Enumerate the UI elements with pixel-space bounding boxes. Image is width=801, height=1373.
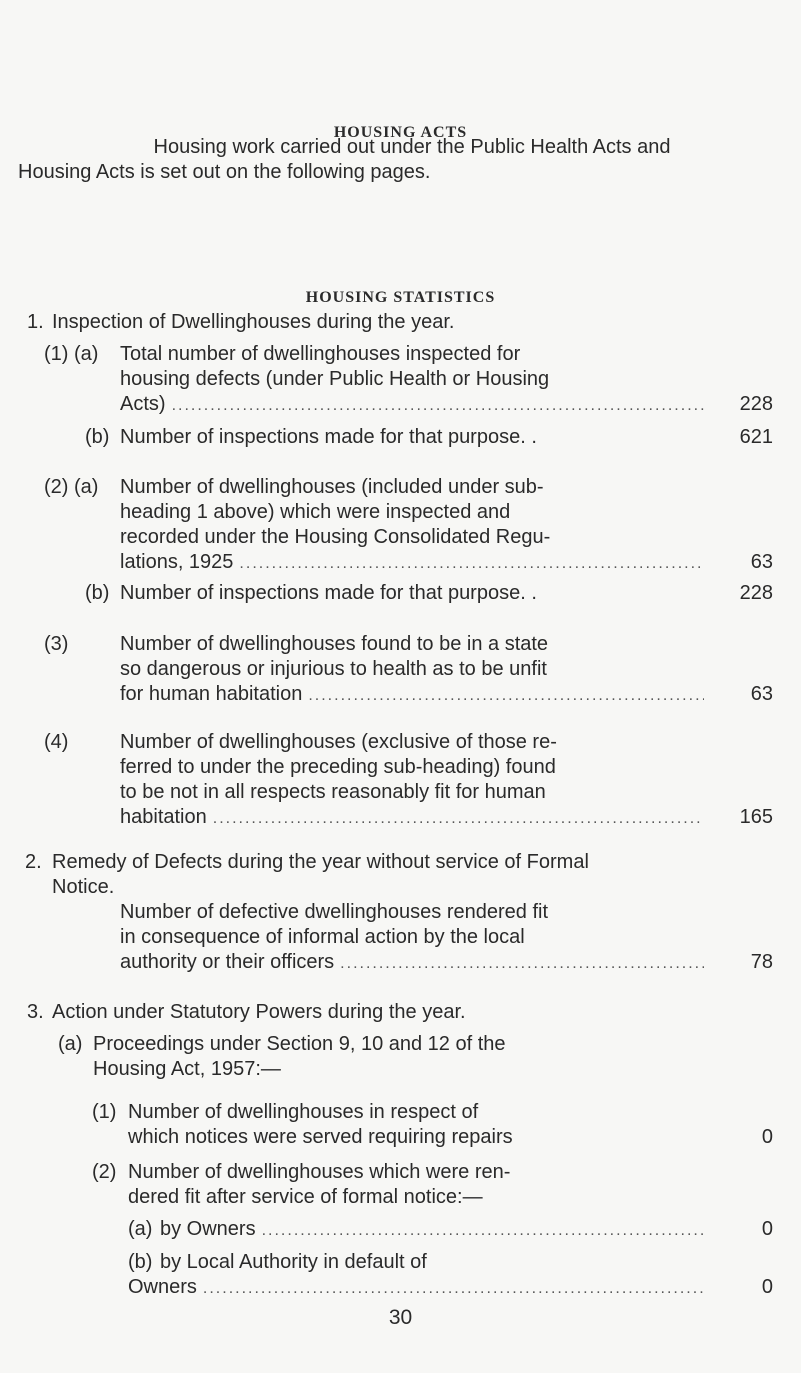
item-1-2a-leader [120,550,710,576]
page-number: 30 [388,1306,413,1329]
item-1-1a-value: 228 [739,393,773,415]
item-3a-line: Housing Act, 1957:— [93,1058,281,1080]
item-1-1b-leader [120,425,710,450]
item-3-2a-last: by Owners [160,1218,256,1240]
item-1-2b-last: Number of inspections made for that purpose. . [120,582,537,604]
item-1-3-leader [120,682,710,708]
item-1-1a-last: Acts) [120,393,166,415]
item-3a-label: (a) [58,1033,83,1055]
item-1-3-last: for human habitation [120,683,303,705]
section-1-heading: Inspection of Dwellinghouses during the year. [52,311,455,333]
item-3-1-value: 0 [761,1126,773,1148]
item-1-1a-line: Total number of dwellinghouses inspected for [120,343,521,365]
item-3-2b-label: (b) [128,1251,153,1273]
section-2-number: 2. [25,851,42,873]
item-3-2-label: (2) [92,1161,117,1183]
dot-leader [172,393,704,418]
dot-leader [262,1218,704,1243]
dot-leader [308,683,704,708]
item-1-3-line: so dangerous or injurious to health as to be unfit [120,658,547,680]
section-2-heading: Remedy of Defects during the year without service of Formal [52,851,589,873]
item-2-value: 78 [750,951,773,973]
item-3-2b-line: by Local Authority in default of [160,1251,427,1273]
stats-title: HOUSING STATISTICS [305,289,496,306]
item-1-4-label: (4) [44,731,69,753]
dot-leader [213,806,704,831]
item-1-2b-value: 228 [739,582,773,604]
item-1-2b-leader [120,581,710,606]
item-1-1b-last: Number of inspections made for that purpose. . [120,426,537,448]
item-2-leader [120,950,710,976]
item-3-2-line: Number of dwellinghouses which were ren- [128,1161,511,1183]
item-3-1-line: Number of dwellinghouses in respect of [128,1101,479,1123]
item-1-1b-label: (b) [85,426,110,448]
item-3-1-last: which notices were served requiring repairs [128,1126,513,1148]
item-1-2a-value: 63 [750,551,773,573]
item-3-2a-label: (a) [128,1218,153,1240]
item-3-1-label: (1) [92,1101,117,1123]
dot-leader [203,1276,704,1301]
item-1-4-leader [120,805,710,831]
item-1-1a-leader [120,392,710,418]
item-1-1b-value: 621 [739,426,773,448]
item-3-2b-last: Owners [128,1276,197,1298]
item-3a-line: Proceedings under Section 9, 10 and 12 of the [93,1033,506,1055]
page-title: HOUSING ACTS [333,124,468,141]
item-1-4-value: 165 [739,806,773,828]
section-1-number: 1. [27,311,44,333]
item-1-2a-line: recorded under the Housing Consolidated Regu- [120,526,551,548]
section-2-heading-cont: Notice. [52,876,115,898]
item-2-line: in consequence of informal action by the local [120,926,525,948]
item-1-2a-line: heading 1 above) which were inspected and [120,501,511,523]
item-1-2a-line: Number of dwellinghouses (included under sub- [120,476,544,498]
intro-line-2: Housing Acts is set out on the following pages. [18,161,431,183]
dot-leader [340,951,704,976]
item-1-3-value: 63 [750,683,773,705]
item-3-2a-leader [160,1217,710,1243]
item-3-1-leader [128,1125,718,1150]
intro-line-1: Housing work carried out under the Public Health Acts and [153,136,671,158]
item-1-2a-last: lations, 1925 [120,551,234,573]
item-1-1a-line: housing defects (under Public Health or Housing [120,368,550,390]
item-1-4-line: Number of dwellinghouses (exclusive of those re- [120,731,557,753]
item-3-2b-leader [128,1275,710,1301]
item-3-2-line: dered fit after service of formal notice:— [128,1186,483,1208]
item-1-3-label: (3) [44,633,69,655]
section-3-number: 3. [27,1001,44,1023]
item-3-2b-value: 0 [761,1276,773,1298]
item-3-2a-value: 0 [761,1218,773,1240]
item-2-line: Number of defective dwellinghouses rendered fit [120,901,549,923]
item-1-4-last: habitation [120,806,207,828]
item-1-4-line: ferred to under the preceding sub-heading) found [120,756,556,778]
item-2-last: authority or their officers [120,951,335,973]
item-1-2a-label: (2) (a) [44,476,99,498]
item-1-4-line: to be not in all respects reasonably fit for human [120,781,546,803]
item-1-1a-label: (1) (a) [44,343,99,365]
dot-leader [239,551,704,576]
item-1-3-line: Number of dwellinghouses found to be in a state [120,633,549,655]
section-3-heading: Action under Statutory Powers during the year. [52,1001,466,1023]
item-1-2b-label: (b) [85,582,110,604]
